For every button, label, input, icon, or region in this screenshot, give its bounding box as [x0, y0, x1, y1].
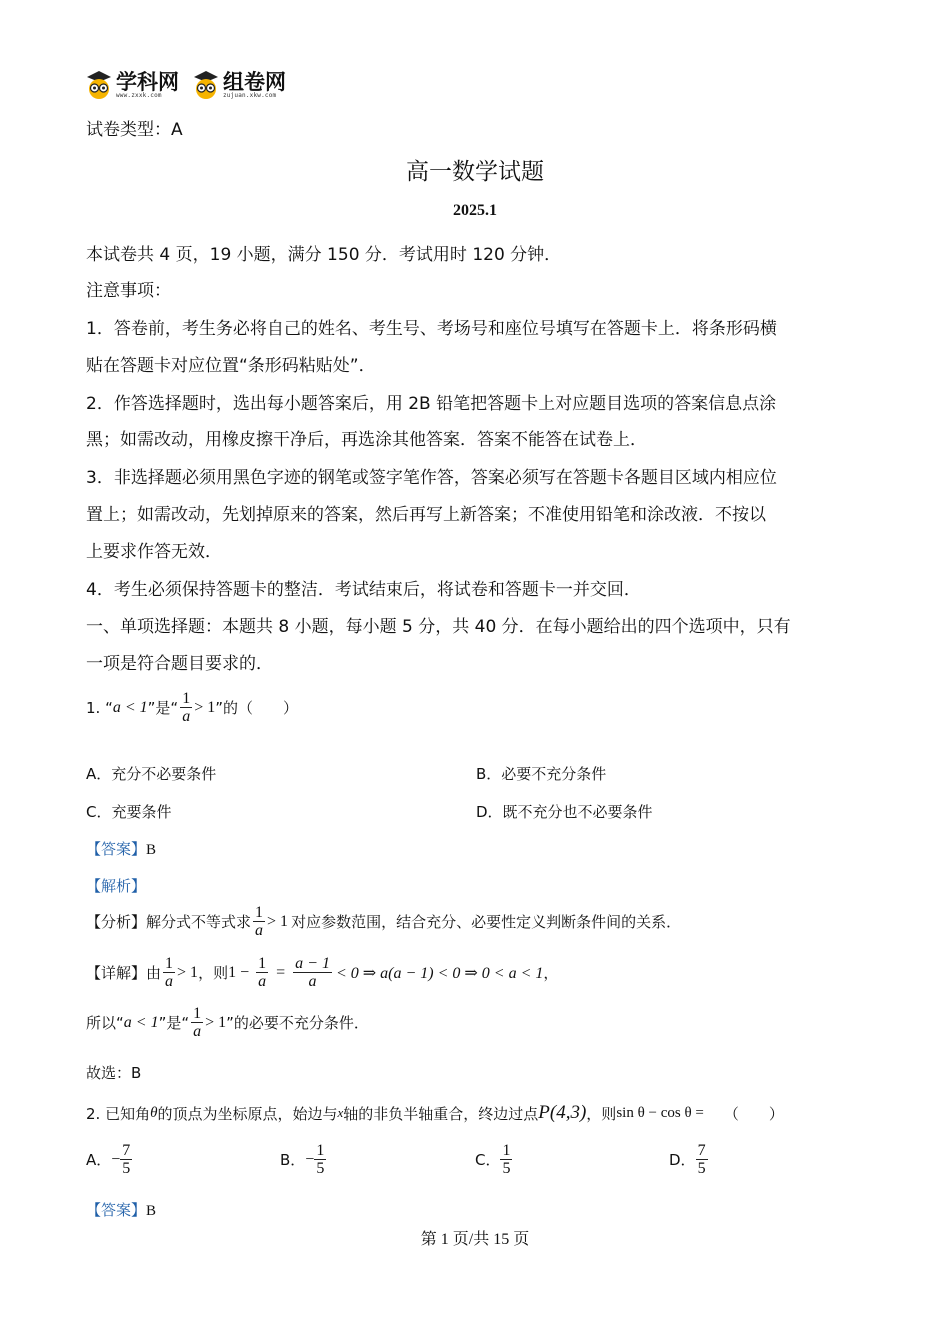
- paper-type: 试卷类型：A: [86, 120, 183, 140]
- q1-fraction: $\frac{1}{a}$: [182, 690, 191, 725]
- q1-analysis-label: 【解析】: [86, 877, 147, 895]
- q1-xiangjie: 【详解】 由 $\frac{1}{a}$ > 1 ，则 1 − $\frac{1}{a}$ = $\frac{a - 1}{a}$ < 0 ⇒ a(a − 1) < 0 ⇒ 0 < a < 1 ，: [86, 955, 559, 990]
- section1-heading-cont: 一项是符合题目要求的．: [86, 654, 273, 674]
- note-line: 2．作答选择题时，选出每小题答案后，用 2B 铅笔把答题卡上对应题目选项的答案信息点涂: [86, 394, 777, 414]
- q2-option-c[interactable]: C． $\frac{1}{5}$: [475, 1142, 511, 1177]
- logo-xuekewang[interactable]: [86, 70, 179, 100]
- q1-option-b[interactable]: B．必要不充分条件: [476, 765, 607, 783]
- note-line: 4．考生必须保持答题卡的整洁．考试结束后，将试卷和答题卡一并交回．: [86, 580, 641, 600]
- logo1-name: 学科网: [116, 69, 179, 94]
- q1-option-a[interactable]: A．充分不必要条件: [86, 765, 217, 783]
- q1-option-c[interactable]: C．充要条件: [86, 803, 172, 821]
- note-line: 1．答卷前，考生务必将自己的姓名、考生号、考场号和座位号填写在答题卡上．将条形码横: [86, 319, 777, 339]
- q1-cond2-tail: > 1: [194, 698, 216, 716]
- q1-prefix: 1. “: [86, 698, 113, 717]
- note-line: 上要求作答无效．: [86, 542, 222, 562]
- q1-cond1: a < 1: [112, 698, 148, 716]
- q2-option-a[interactable]: A． − $\frac{7}{5}$: [86, 1142, 131, 1177]
- note-line: 黑；如需改动，用橡皮擦干净后，再选涂其他答案．答案不能答在试卷上．: [86, 430, 647, 450]
- notes-heading: 注意事项：: [86, 281, 171, 301]
- note-line: 置上；如需改动，先划掉原来的答案，然后再写上新答案；不准使用铅笔和涂改液．不按以: [86, 505, 766, 525]
- logo2-name: 组卷网: [223, 69, 286, 94]
- q1-option-d[interactable]: D．既不充分也不必要条件: [476, 803, 653, 821]
- q1-mid: ”是“: [147, 699, 179, 717]
- note-line: 贴在答题卡对应位置“条形码粘贴处”．: [86, 356, 376, 376]
- section1-heading: 一、单项选择题：本题共 8 小题，每小题 5 分，共 40 分．在每小题给出的四个选项中，只有: [86, 617, 791, 637]
- q2-answer: 【答案】B: [86, 1201, 157, 1219]
- owl-icon: [86, 70, 112, 100]
- owl-icon: [193, 70, 219, 100]
- header-logos: [86, 70, 286, 100]
- q1-guxuan: 故选：B: [86, 1064, 142, 1082]
- page-title: 高一数学试题: [406, 159, 544, 185]
- q2-option-d[interactable]: D． $\frac{7}{5}$: [669, 1142, 706, 1177]
- q1-suoyi: 所以“ a < 1 ”是“ $\frac{1}{a}$ > 1 ”的必要不充分条件．: [86, 1005, 369, 1040]
- q1-fenxi: 【分析】 解分式不等式求 $\frac{1}{a}$ > 1 对应参数范围，结合充分、必要性定义判断条件间的关系．: [86, 904, 682, 939]
- exam-intro: 本试卷共 4 页，19 小题，满分 150 分．考试用时 120 分钟．: [86, 245, 562, 265]
- exam-date: 2025.1: [453, 202, 497, 219]
- logo2-url: zujuan.xkw.com: [223, 91, 277, 99]
- q2-option-b[interactable]: B． − $\frac{1}{5}$: [280, 1142, 325, 1177]
- q1-answer: 【答案】B: [86, 840, 157, 858]
- page-footer: 第 1 页/共 15 页: [420, 1231, 530, 1248]
- q1-suffix: ”的（ ）: [215, 699, 299, 717]
- question-2-stem: 2. 已知角 θ 的顶点为坐标原点，始边与 x 轴的非负半轴重合，终边过点 P(4,3) ，则 sin θ − cos θ = （ ）: [86, 1102, 784, 1123]
- logo1-url: www.zxxk.com: [116, 91, 162, 99]
- question-1-stem: [86, 690, 298, 725]
- note-line: 3．非选择题必须用黑色字迹的钢笔或签字笔作答，答案必须写在答题卡各题目区域内相应位: [86, 468, 777, 488]
- logo-zujuanwang[interactable]: [193, 70, 286, 100]
